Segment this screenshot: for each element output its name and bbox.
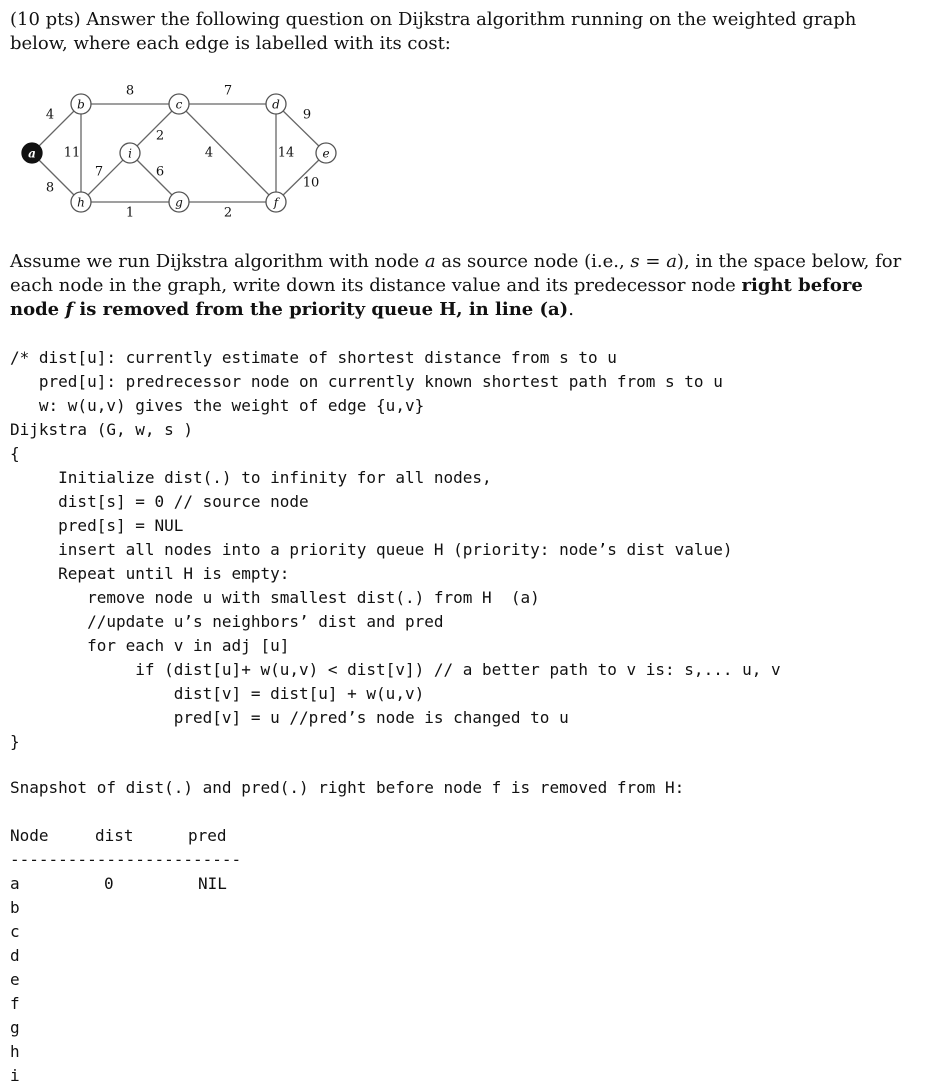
edge-weight-c-d: 7 [223, 83, 233, 99]
table-header-node: Node [10, 826, 49, 845]
code-line: //update u’s neighbors’ dist and pred [10, 612, 444, 631]
table-cell-node: h [10, 1042, 20, 1061]
code-line: remove node u with smallest dist(.) from H (a) [10, 588, 540, 607]
code-line: } [10, 732, 20, 751]
table-cell-dist: 0 [104, 874, 114, 893]
code-line: w: w(u,v) gives the weight of edge {u,v} [10, 396, 425, 415]
intro-paragraph: (10 pts) Answer the following question on Dijkstra algorithm running on the weighted graph below, where each edge is labelled with its cost: [10, 9, 857, 54]
code-line: pred[s] = NUL [10, 516, 184, 535]
table-cell-node: i [10, 1066, 20, 1085]
table-cell-node: c [10, 922, 20, 941]
edge-weight-b-h: 11 [63, 145, 81, 161]
graph-node-label-b: b [77, 97, 85, 112]
graph-node-label-f: f [273, 195, 279, 210]
edge-weight-i-c: 2 [155, 128, 165, 144]
edge-weight-b-c: 8 [125, 83, 135, 99]
edge-weight-h-g: 1 [125, 205, 135, 221]
weighted-graph [14, 78, 344, 228]
edge-c-f [179, 104, 276, 202]
table-header-pred: pred [188, 826, 227, 845]
edge-weight-d-e: 9 [302, 107, 312, 123]
code-line: Initialize dist(.) to infinity for all nodes, [10, 468, 492, 487]
emphasis-text: right before node f is removed from the priority queue H, in line (a) [10, 275, 863, 320]
table-cell-node: b [10, 898, 20, 917]
graph-node-label-h: h [77, 195, 85, 210]
code-line: Dijkstra (G, w, s ) [10, 420, 194, 439]
table-cell-pred: NIL [198, 874, 227, 893]
table-cell-node: e [10, 970, 20, 989]
pseudocode-block [10, 346, 781, 754]
code-line: if (dist[u]+ w(u,v) < dist[v]) // a better path to v is: s,... u, v [10, 660, 781, 679]
graph-node-label-i: i [128, 146, 132, 161]
edge-weight-h-i: 7 [94, 164, 104, 180]
graph-node-label-d: d [272, 97, 280, 112]
graph-node-label-a: a [28, 146, 36, 161]
table-header-dist: dist [95, 826, 134, 845]
code-line: dist[v] = dist[u] + w(u,v) [10, 684, 425, 703]
table-divider: ------------------------ [10, 850, 242, 869]
graph-node-label-g: g [175, 195, 183, 210]
edge-weight-g-f: 2 [223, 205, 233, 221]
code-line: /* dist[u]: currently estimate of shortest distance from s to u [10, 348, 617, 367]
edge-weight-c-f: 4 [204, 145, 214, 161]
code-line: insert all nodes into a priority queue H (priority: node’s dist value) [10, 540, 733, 559]
table-cell-node: g [10, 1018, 20, 1037]
code-line: { [10, 444, 20, 463]
edge-weight-d-f: 14 [277, 145, 295, 161]
edge-weight-a-h: 8 [45, 180, 55, 196]
code-line: pred[u]: predrecessor node on currently known shortest path from s to u [10, 372, 723, 391]
code-line: for each v in adj [u] [10, 636, 290, 655]
table-cell-node: a [10, 874, 20, 893]
code-line: dist[s] = 0 // source node [10, 492, 309, 511]
snapshot-caption: Snapshot of dist(.) and pred(.) right before node f is removed from H: [10, 778, 685, 797]
graph-node-label-c: c [175, 97, 183, 112]
table-cell-node: f [10, 994, 20, 1013]
assumption-paragraph: Assume we run Dijkstra algorithm with node a as source node (i.e., s = a), in the space below, for each node in the graph, write down its distance value and its predecessor node right before node f is removed from the priority queue H, in line (a). [10, 251, 902, 320]
edge-weight-f-e: 10 [302, 175, 320, 191]
code-line: Repeat until H is empty: [10, 564, 290, 583]
edge-weight-i-g: 6 [155, 164, 165, 180]
table-cell-node: d [10, 946, 20, 965]
graph-node-label-e: e [322, 146, 330, 161]
code-line: pred[v] = u //pred’s node is changed to u [10, 708, 569, 727]
edge-weight-a-b: 4 [45, 107, 55, 123]
